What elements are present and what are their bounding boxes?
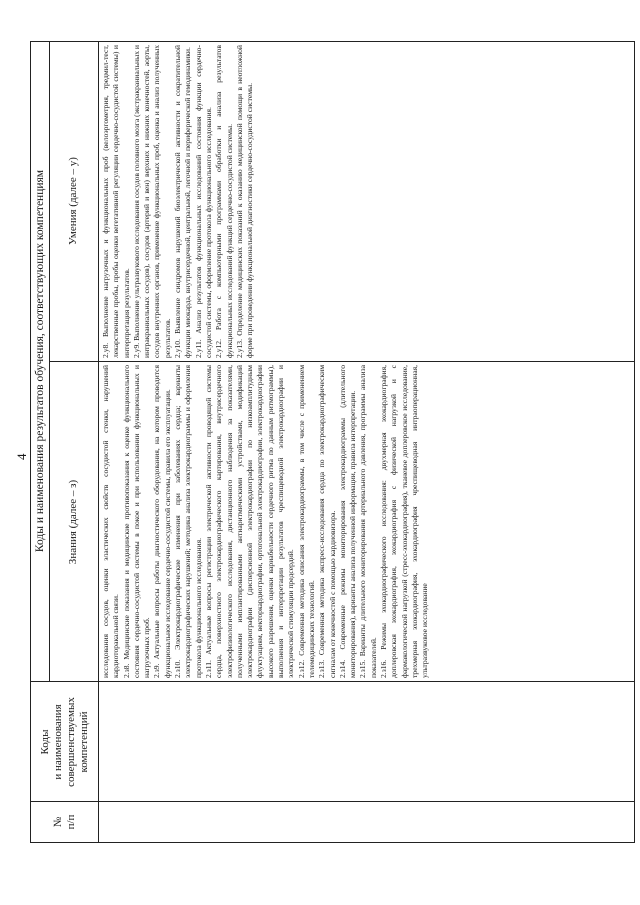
- header-number: № п/п: [51, 814, 77, 830]
- column-divider: [31, 681, 634, 682]
- header-results-group: Коды и наименования результатов обучения, соответствующих компетенциям: [33, 169, 46, 553]
- header-skills: Умения (далее – у): [67, 157, 79, 245]
- knowledge-item: 2.з11. Актуальные вопросы регистрации электрической активности проводящей системы сердца, поверхностного электрокардиографического картирования, внутрисердечного электрофизиологического исследования, дистанционного наблюдения за показателями, полученными имплантированными антиаритмическими устройствами, модификаций электрокардиографии (дисперсионной электрокардиографии по низкоамплитудным флуктуациям, векторкардиографии, ортогональной электрокардиографии, электрокардиографии высокого разрешения, оценки вариабельности сердечного ритма по данным ритмограммы), выполнения и интерпретации результатов чреспищеводной электрокардиографии и электрической стимуляции предсердий.: [203, 365, 296, 678]
- knowledge-item: исследования сосудов, оценки эластических свойств сосудистой стенки, нарушений кардиоторакальной связи.: [101, 365, 121, 678]
- skills-column: [101, 45, 633, 358]
- header-codes: Коды и наименования совершенствуемых компетенций: [38, 697, 90, 787]
- header-knowledge: Знания (далее – з): [67, 479, 79, 565]
- column-divider: [49, 361, 634, 362]
- skill-item: 2.у10. Выявление синдромов нарушений биоэлектрической активности и сократительной функции миокарда, внутрисердечной, центральной, легочной и периферической гемодинамики.: [173, 45, 193, 358]
- knowledge-item: 2.з12. Современная методика описания электрокардиограммы, в том числе с применением телемедицинских технологий.: [296, 365, 316, 678]
- skill-item: 2.у13. Определение медицинских показаний к оказанию медицинской помощи в неотложной форме при проведении функциональной диагностики сердечно-сосудистой системы.: [234, 45, 255, 358]
- knowledge-item: 2.з10. Электрокардиографические изменения при заболеваниях сердца; варианты электрокардиографических нарушений; методика анализа электрокардиограммы и оформления протокола функционального исследования.: [173, 365, 203, 678]
- knowledge-item: 2.з14. Современные режимы мониторирования электрокардиограммы (длительного мониторирования), варианты анализа полученной информации, правила интерпретации.: [337, 365, 358, 678]
- skill-item: 2.у12. Работа с компьютерными программами обработки и анализа результатов функциональных исследований функций сердечно-сосудистой системы.: [214, 45, 234, 358]
- skill-item: 2.у11. Анализ результатов функциональных исследований состояния функции сердечно-сосудистой системы, оформление протокола функционального исследования.: [193, 45, 213, 358]
- knowledge-item: 2.з15. Варианты длительного мониторирования артериального давления, программы анализа показателей.: [358, 365, 378, 678]
- knowledge-item: 2.з16. Режимы эхокардиографического исследования: двухмерная эхокардиография, доплеровская эхокардиография, эхокардиография с физической нагрузкой и с фармакологической нагрузкой (стресс-эхокардиография), тканевое доплеровское исследование, трехмерная эхокардиография, эхокардиография чреспищеводная интраоперационная, ультразвуковое исследование: [379, 365, 430, 678]
- knowledge-column: [101, 365, 633, 678]
- skill-item: 2.у9. Выполнение ультразвукового исследования сосудов головного мозга (экстракраниальных и интракраниальных сосудов), сосудов (артерий и вен) верхних и нижних конечностей, аорты, сосудов внутренних органов, применение функциональных проб, оценка и анализ полученных результатов.: [131, 45, 172, 358]
- page-number: 4: [14, 453, 29, 460]
- knowledge-item: 2.з9. Актуальные вопросы работы диагностического оборудования, на котором проводится функциональное исследование сердечно-сосудистой системы, правила его эксплуатации.: [152, 365, 172, 678]
- column-divider: [31, 801, 634, 802]
- skill-item: 2.у8. Выполнение нагрузочных и функциональных проб (велоэргометрия, тредмил-тест, лекарственные пробы, пробы оценки вегетативной регуляции сердечно-сосудистой системы) и интерпретация результатов.: [101, 45, 131, 358]
- competency-table: [30, 41, 635, 843]
- knowledge-item: 2.з8. Медицинские показания и медицинские противопоказания к оценке функционального состояния сердечно-сосудистой системы в покое и при использовании функциональных и нагрузочных проб.: [121, 365, 152, 678]
- header-bottom-line: [98, 42, 99, 842]
- knowledge-item: 2.з13. Современная методика экспресс-исследования сердца по электрокардиографическим сигналам от конечностей с помощью кардиовизора.: [317, 365, 337, 678]
